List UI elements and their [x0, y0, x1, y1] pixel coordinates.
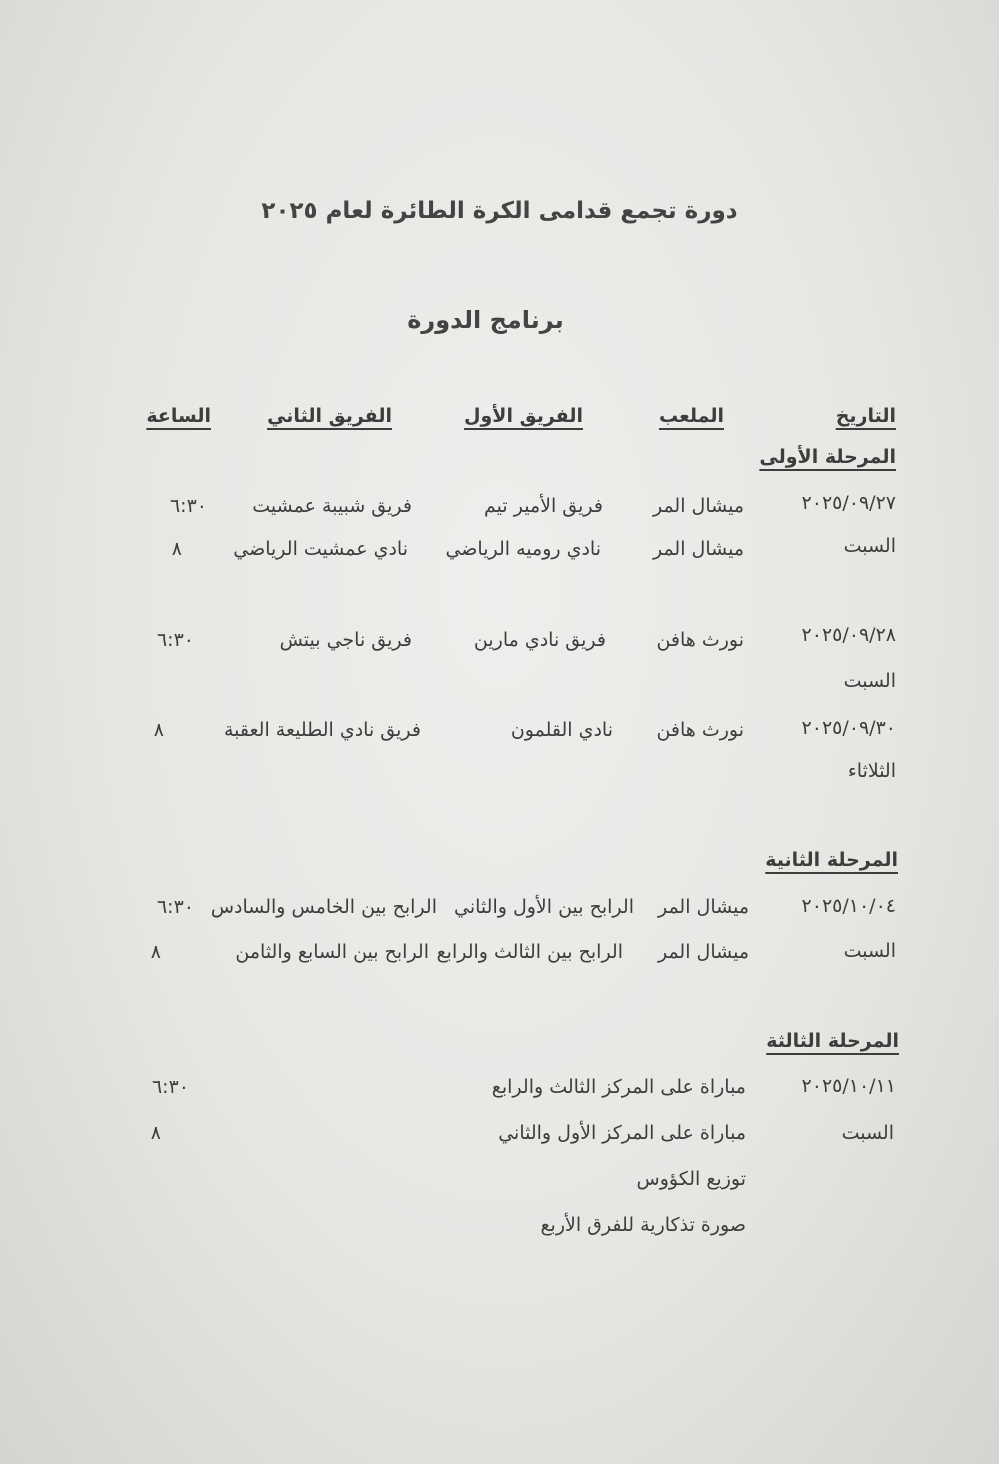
- match-time: ٨: [150, 941, 161, 963]
- match-team2: فريق ناجي بيتش: [279, 629, 412, 651]
- stage2-label: المرحلة الثانية: [765, 849, 898, 871]
- match-team2: الرابح بين الخامس والسادس: [210, 896, 437, 918]
- header-team1: الفريق الأول: [464, 405, 583, 427]
- stage2-weekday: السبت: [843, 940, 896, 962]
- match-team2: الرابح بين السابع والثامن: [235, 941, 429, 963]
- header-date: التاريخ: [835, 405, 896, 427]
- stage1-day3-date: ٢٠٢٥/٠٩/٣٠: [801, 717, 896, 739]
- match-team1: الرابح بين الثالث والرابع: [436, 941, 623, 963]
- match-time: ٨: [171, 538, 182, 560]
- stage1-day1-date: ٢٠٢٥/٠٩/٢٧: [801, 492, 896, 514]
- final-item: صورة تذكارية للفرق الأربع: [540, 1214, 746, 1236]
- match-team2: فريق نادي الطليعة العقبة: [223, 719, 421, 741]
- match-court: ميشال المر: [657, 941, 749, 963]
- match-time: ٦:٣٠: [156, 629, 194, 651]
- match-court: ميشال المر: [657, 896, 749, 918]
- stage3-label: المرحلة الثالثة: [766, 1030, 899, 1052]
- stage3-weekday: السبت: [841, 1122, 894, 1144]
- match-team1: نادي القلمون: [510, 719, 613, 741]
- match-court: ميشال المر: [652, 495, 744, 517]
- match-time: ٨: [153, 719, 164, 741]
- final-item-time: ٦:٣٠: [151, 1076, 189, 1098]
- stage3-date: ٢٠٢٥/١٠/١١: [801, 1075, 896, 1097]
- document-title: دورة تجمع قدامى الكرة الطائرة لعام ٢٠٢٥: [261, 198, 738, 224]
- document-subtitle: برنامج الدورة: [407, 306, 564, 334]
- final-item: مباراة على المركز الثالث والرابع: [491, 1076, 746, 1098]
- stage1-label: المرحلة الأولى: [759, 446, 896, 468]
- final-item: توزيع الكؤوس: [636, 1168, 746, 1190]
- stage1-day3-weekday: الثلاثاء: [847, 760, 896, 782]
- header-team2: الفريق الثاني: [267, 405, 392, 427]
- match-team2: نادي عمشيت الرياضي: [233, 538, 408, 560]
- stage2-date: ٢٠٢٥/١٠/٠٤: [801, 895, 896, 917]
- final-item: مباراة على المركز الأول والثاني: [498, 1122, 746, 1144]
- match-team2: فريق شبيبة عمشيت: [252, 495, 412, 517]
- final-item-time: ٨: [150, 1122, 161, 1144]
- match-team1: فريق نادي مارين: [473, 629, 606, 651]
- match-team1: نادي روميه الرياضي: [445, 538, 601, 560]
- match-team1: فريق الأمير تيم: [484, 495, 603, 517]
- stage1-day2-weekday: السبت: [843, 670, 896, 692]
- header-court: الملعب: [659, 405, 724, 427]
- match-court: نورث هافن: [656, 629, 744, 651]
- header-time: الساعة: [146, 405, 211, 427]
- match-time: ٦:٣٠: [156, 896, 194, 918]
- stage1-day1-weekday: السبت: [843, 535, 896, 557]
- match-court: ميشال المر: [652, 538, 744, 560]
- match-court: نورث هافن: [656, 719, 744, 741]
- stage1-day2-date: ٢٠٢٥/٠٩/٢٨: [801, 624, 896, 646]
- match-team1: الرابح بين الأول والثاني: [454, 896, 634, 918]
- match-time: ٦:٣٠: [169, 495, 207, 517]
